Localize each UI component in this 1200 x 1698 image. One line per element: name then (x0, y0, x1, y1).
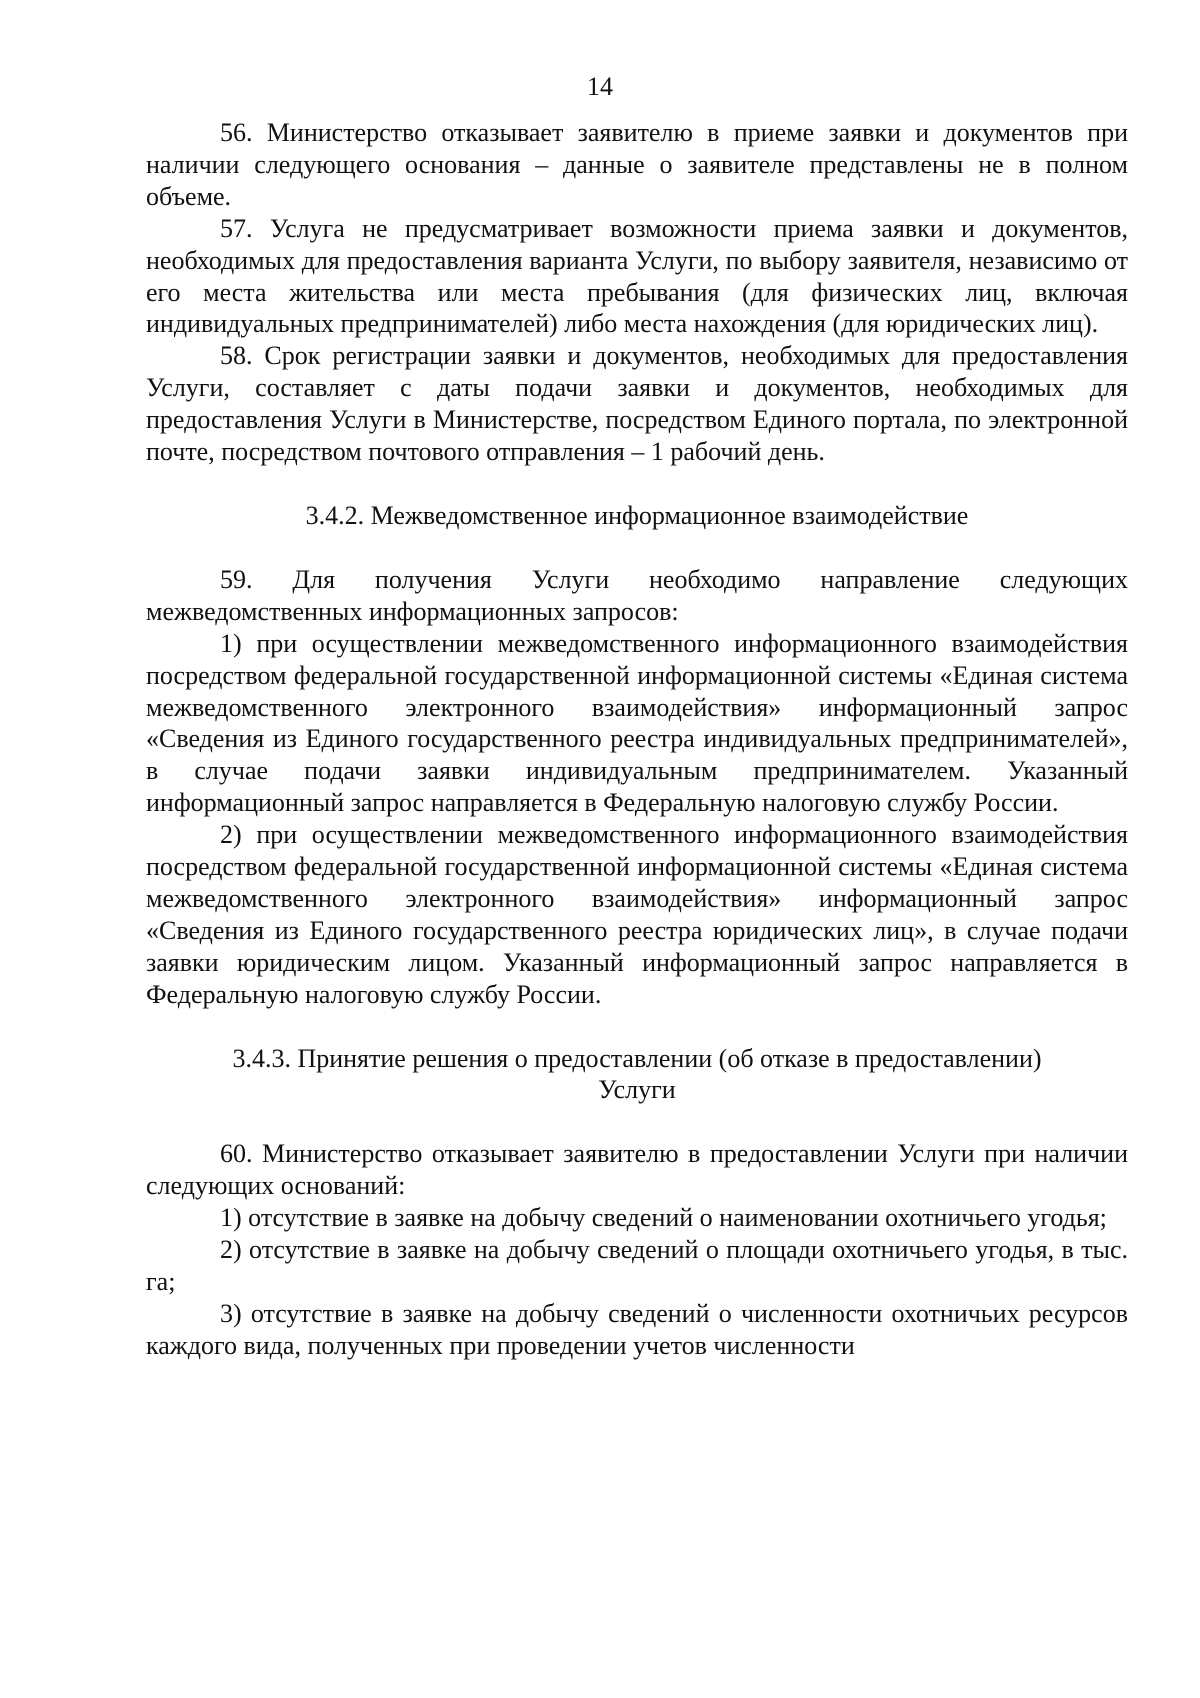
paragraph-60-item-1: 1) отсутствие в заявке на добычу сведений о наименовании охотничьего угодья; (220, 1203, 1107, 1233)
paragraph-58: 58. Срок регистрации заявки и документов, необходимых для предоставления Услуги, составляет с даты подачи заявки и документов, необходимых для предоставления Услуги в Министерстве, посредством Единого портала, по электронной почте, посредством почтового отправления – 1 рабочий день. (146, 341, 1128, 467)
section-heading-3-4-2: 3.4.2. Межведомственное информационное взаимодействие (305, 500, 969, 530)
paragraph-57: 57. Услуга не предусматривает возможности приема заявки и документов, необходимых для предоставления варианта Услуги, по выбору заявителя, независимо от его места жительства или места пребывания (для физических лиц, включая индивидуальных предпринимателей) либо места нахождения (для юридических лиц). (146, 213, 1128, 339)
paragraph-60-item-2: 2) отсутствие в заявке на добычу сведений о площади охотничьего угодья, в тыс. га; (146, 1235, 1128, 1296)
paragraph-60-item-3: 3) отсутствие в заявке на добычу сведений о численности охотничьих ресурсов каждого вида, полученных при проведении учетов численности (146, 1298, 1128, 1360)
paragraph-59: 59. Для получения Услуги необходимо направление следующих межведомственных информационных запросов: (146, 564, 1128, 626)
paragraph-59-item-2: 2) при осуществлении межведомственного информационного взаимодействия посредством федеральной государственной информационной системы «Единая система межведомственного электронного взаимодействия» информационный запрос «Сведения из Единого государственного реестра юридических лиц», в случае подачи заявки юридическим лицом. Указанный информационный запрос направляется в Федеральную налоговую службу России. (146, 820, 1128, 1009)
page-number: 14 (587, 72, 613, 101)
paragraph-60: 60. Министерство отказывает заявителю в предоставлении Услуги при наличии следующих оснований: (146, 1139, 1128, 1201)
section-heading-3-4-3: 3.4.3. Принятие решения о предоставлении (об отказе в предоставлении) Услуги (232, 1043, 1042, 1105)
document-body (146, 117, 1128, 1362)
paragraph-59-item-1: 1) при осуществлении межведомственного информационного взаимодействия посредством федеральной государственной информационной системы «Единая система межведомственного электронного взаимодействия» информационный запрос «Сведения из Единого государственного реестра индивидуальных предпринимателей», в случае подачи заявки индивидуальным предпринимателем. Указанный информационный запрос направляется в Федеральную налоговую службу России. (146, 628, 1128, 818)
paragraph-56: 56. Министерство отказывает заявителю в приеме заявки и документов при наличии следующего основания – данные о заявителе представлены не в полном объеме. (146, 118, 1128, 211)
